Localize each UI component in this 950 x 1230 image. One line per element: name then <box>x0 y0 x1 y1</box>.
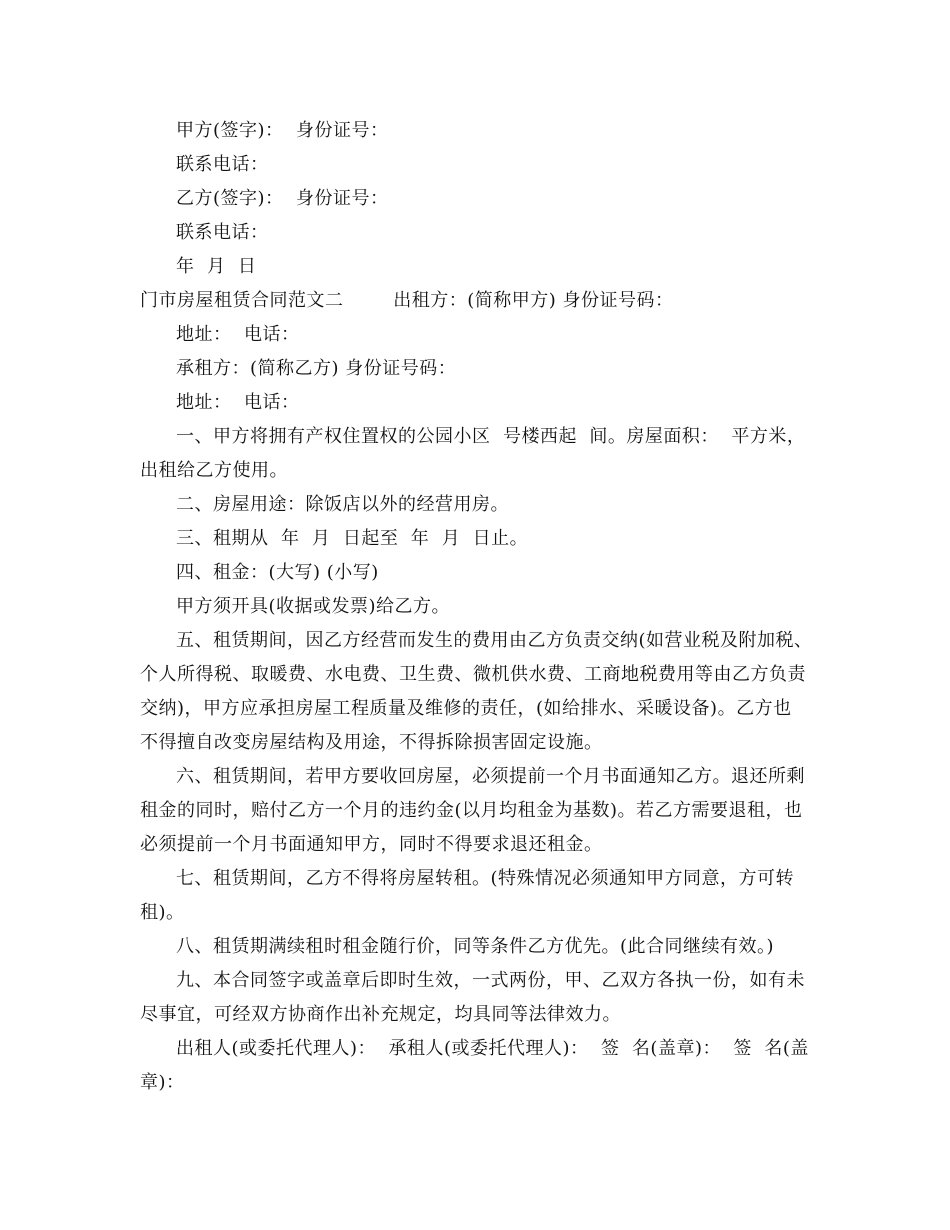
clause-9-line-2: 尽事宜，可经双方协商作出补充规定，均具同等法律效力。 <box>140 1004 621 1025</box>
lessee-line: 承租方：(简称乙方) 身份证号码： <box>176 358 457 379</box>
clause-6-line-1: 六、租赁期间，若甲方要收回房屋，必须提前一个月书面通知乙方。退还所剩 <box>176 766 805 787</box>
contract-title-lessor-line: 门市房屋租赁合同范文二 出租方：(简称甲方) 身份证号码： <box>140 290 674 311</box>
clause-5-line-4: 不得擅自改变房屋结构及用途，不得拆除损害固定设施。 <box>140 732 603 753</box>
clause-7-line-1: 七、租赁期间，乙方不得将房屋转租。(特殊情况必须通知甲方同意，方可转 <box>176 868 795 889</box>
clause-5-line-1: 五、租赁期间，因乙方经营而发生的费用由乙方负责交纳(如营业税及附加税、 <box>176 630 813 651</box>
clause-4: 四、租金：(大写) (小写) <box>176 562 379 583</box>
invoice-line: 甲方须开具(收据或发票)给乙方。 <box>176 596 451 617</box>
date-line: 年 月 日 <box>176 256 257 277</box>
signature-block-line-2: 章)： <box>140 1072 185 1093</box>
clause-5-line-2: 个人所得税、取暖费、水电费、卫生费、微机供水费、工商地税费用等由乙方负责 <box>140 664 806 685</box>
clause-1-line-1: 一、甲方将拥有产权住置权的公园小区 号楼西起 间。房屋面积： 平方米， <box>176 426 806 447</box>
clause-5-line-3: 交纳)，甲方应承担房屋工程质量及维修的责任，(如给排水、采暖设备)。乙方也 <box>140 698 792 719</box>
party-a-signature-line: 甲方(签字)： 身份证号： <box>176 120 389 141</box>
party-b-phone-line: 联系电话： <box>176 222 269 243</box>
clause-6-line-2: 租金的同时，赔付乙方一个月的违约金(以月均租金为基数)。若乙方需要退租，也 <box>140 800 803 821</box>
clause-8: 八、租赁期满续租时租金随行价，同等条件乙方优先。(此合同继续有效。) <box>176 936 775 957</box>
lessee-address-line: 地址： 电话： <box>176 392 300 413</box>
signature-block-line-1: 出租人(或委托代理人)： 承租人(或委托代理人)： 签 名(盖章)： 签 名(盖 <box>176 1038 809 1059</box>
clause-3: 三、租期从 年 月 日起至 年 月 日止。 <box>176 528 529 549</box>
clause-1-line-2: 出租给乙方使用。 <box>140 460 288 481</box>
clause-7-line-2: 租)。 <box>140 902 185 923</box>
party-b-signature-line: 乙方(签字)： 身份证号： <box>176 188 389 209</box>
clause-9-line-1: 九、本合同签字或盖章后即时生效，一式两份，甲、乙双方各执一份，如有未 <box>176 970 805 991</box>
clause-2: 二、房屋用途：除饭店以外的经营用房。 <box>176 494 509 515</box>
clause-6-line-3: 必须提前一个月书面通知甲方，同时不得要求退还租金。 <box>140 834 603 855</box>
lessor-address-line: 地址： 电话： <box>176 324 300 345</box>
party-a-phone-line: 联系电话： <box>176 154 269 175</box>
